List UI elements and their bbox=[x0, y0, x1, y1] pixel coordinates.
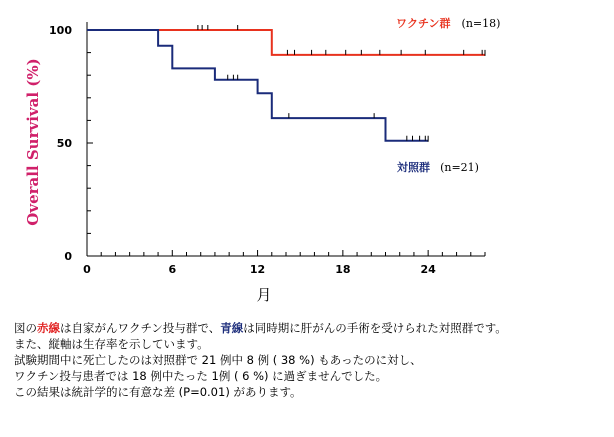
x-tick-label: 6 bbox=[168, 263, 177, 276]
caption-text: は同時期に肝がんの手術を受けられた対照群です。 bbox=[243, 321, 507, 335]
caption-text: 図の bbox=[14, 321, 37, 335]
caption-line-3: 試験期間中に死亡したのは対照群で 21 例中 8 例 ( 38 %) もあったのに対し、 bbox=[14, 353, 422, 367]
y-tick-label: 50 bbox=[56, 137, 72, 150]
x-tick-label: 24 bbox=[420, 263, 436, 276]
caption-red-line-term: 赤線 bbox=[37, 321, 60, 335]
chart-labels bbox=[49, 24, 436, 276]
legend-control bbox=[397, 156, 479, 175]
chart-ticks bbox=[87, 30, 485, 256]
legend-vaccine bbox=[396, 12, 500, 31]
chart-series bbox=[87, 25, 485, 142]
y-tick-label: 100 bbox=[49, 24, 72, 37]
x-tick-label: 0 bbox=[83, 263, 91, 276]
x-axis-label: 月 bbox=[256, 286, 272, 304]
caption-line-4: ワクチン投与患者では 18 例中たった 1例 ( 6 %) に過ぎませんでした。 bbox=[14, 369, 388, 383]
caption bbox=[14, 320, 610, 400]
caption-text: は自家がんワクチン投与群で、 bbox=[60, 321, 221, 335]
y-tick-label: 0 bbox=[64, 250, 72, 263]
caption-line-5: この結果は統計学的に有意な差 (P=0.01) があります。 bbox=[14, 385, 302, 399]
legend-vaccine-n: (n=18) bbox=[461, 17, 501, 30]
legend-vaccine-name: ワクチン群 bbox=[396, 17, 451, 30]
legend-control-name: 対照群 bbox=[397, 161, 430, 174]
x-tick-label: 18 bbox=[335, 263, 351, 276]
x-tick-label: 12 bbox=[249, 263, 266, 276]
caption-line-1 bbox=[14, 320, 610, 336]
series-line-1 bbox=[87, 30, 428, 141]
legend-control-n: (n=21) bbox=[440, 161, 479, 174]
y-axis-label: Overall Survival (%) bbox=[24, 58, 42, 226]
caption-blue-line-term: 青線 bbox=[220, 321, 244, 335]
caption-line-2: また、縦軸は生存率を示しています。 bbox=[14, 337, 209, 351]
